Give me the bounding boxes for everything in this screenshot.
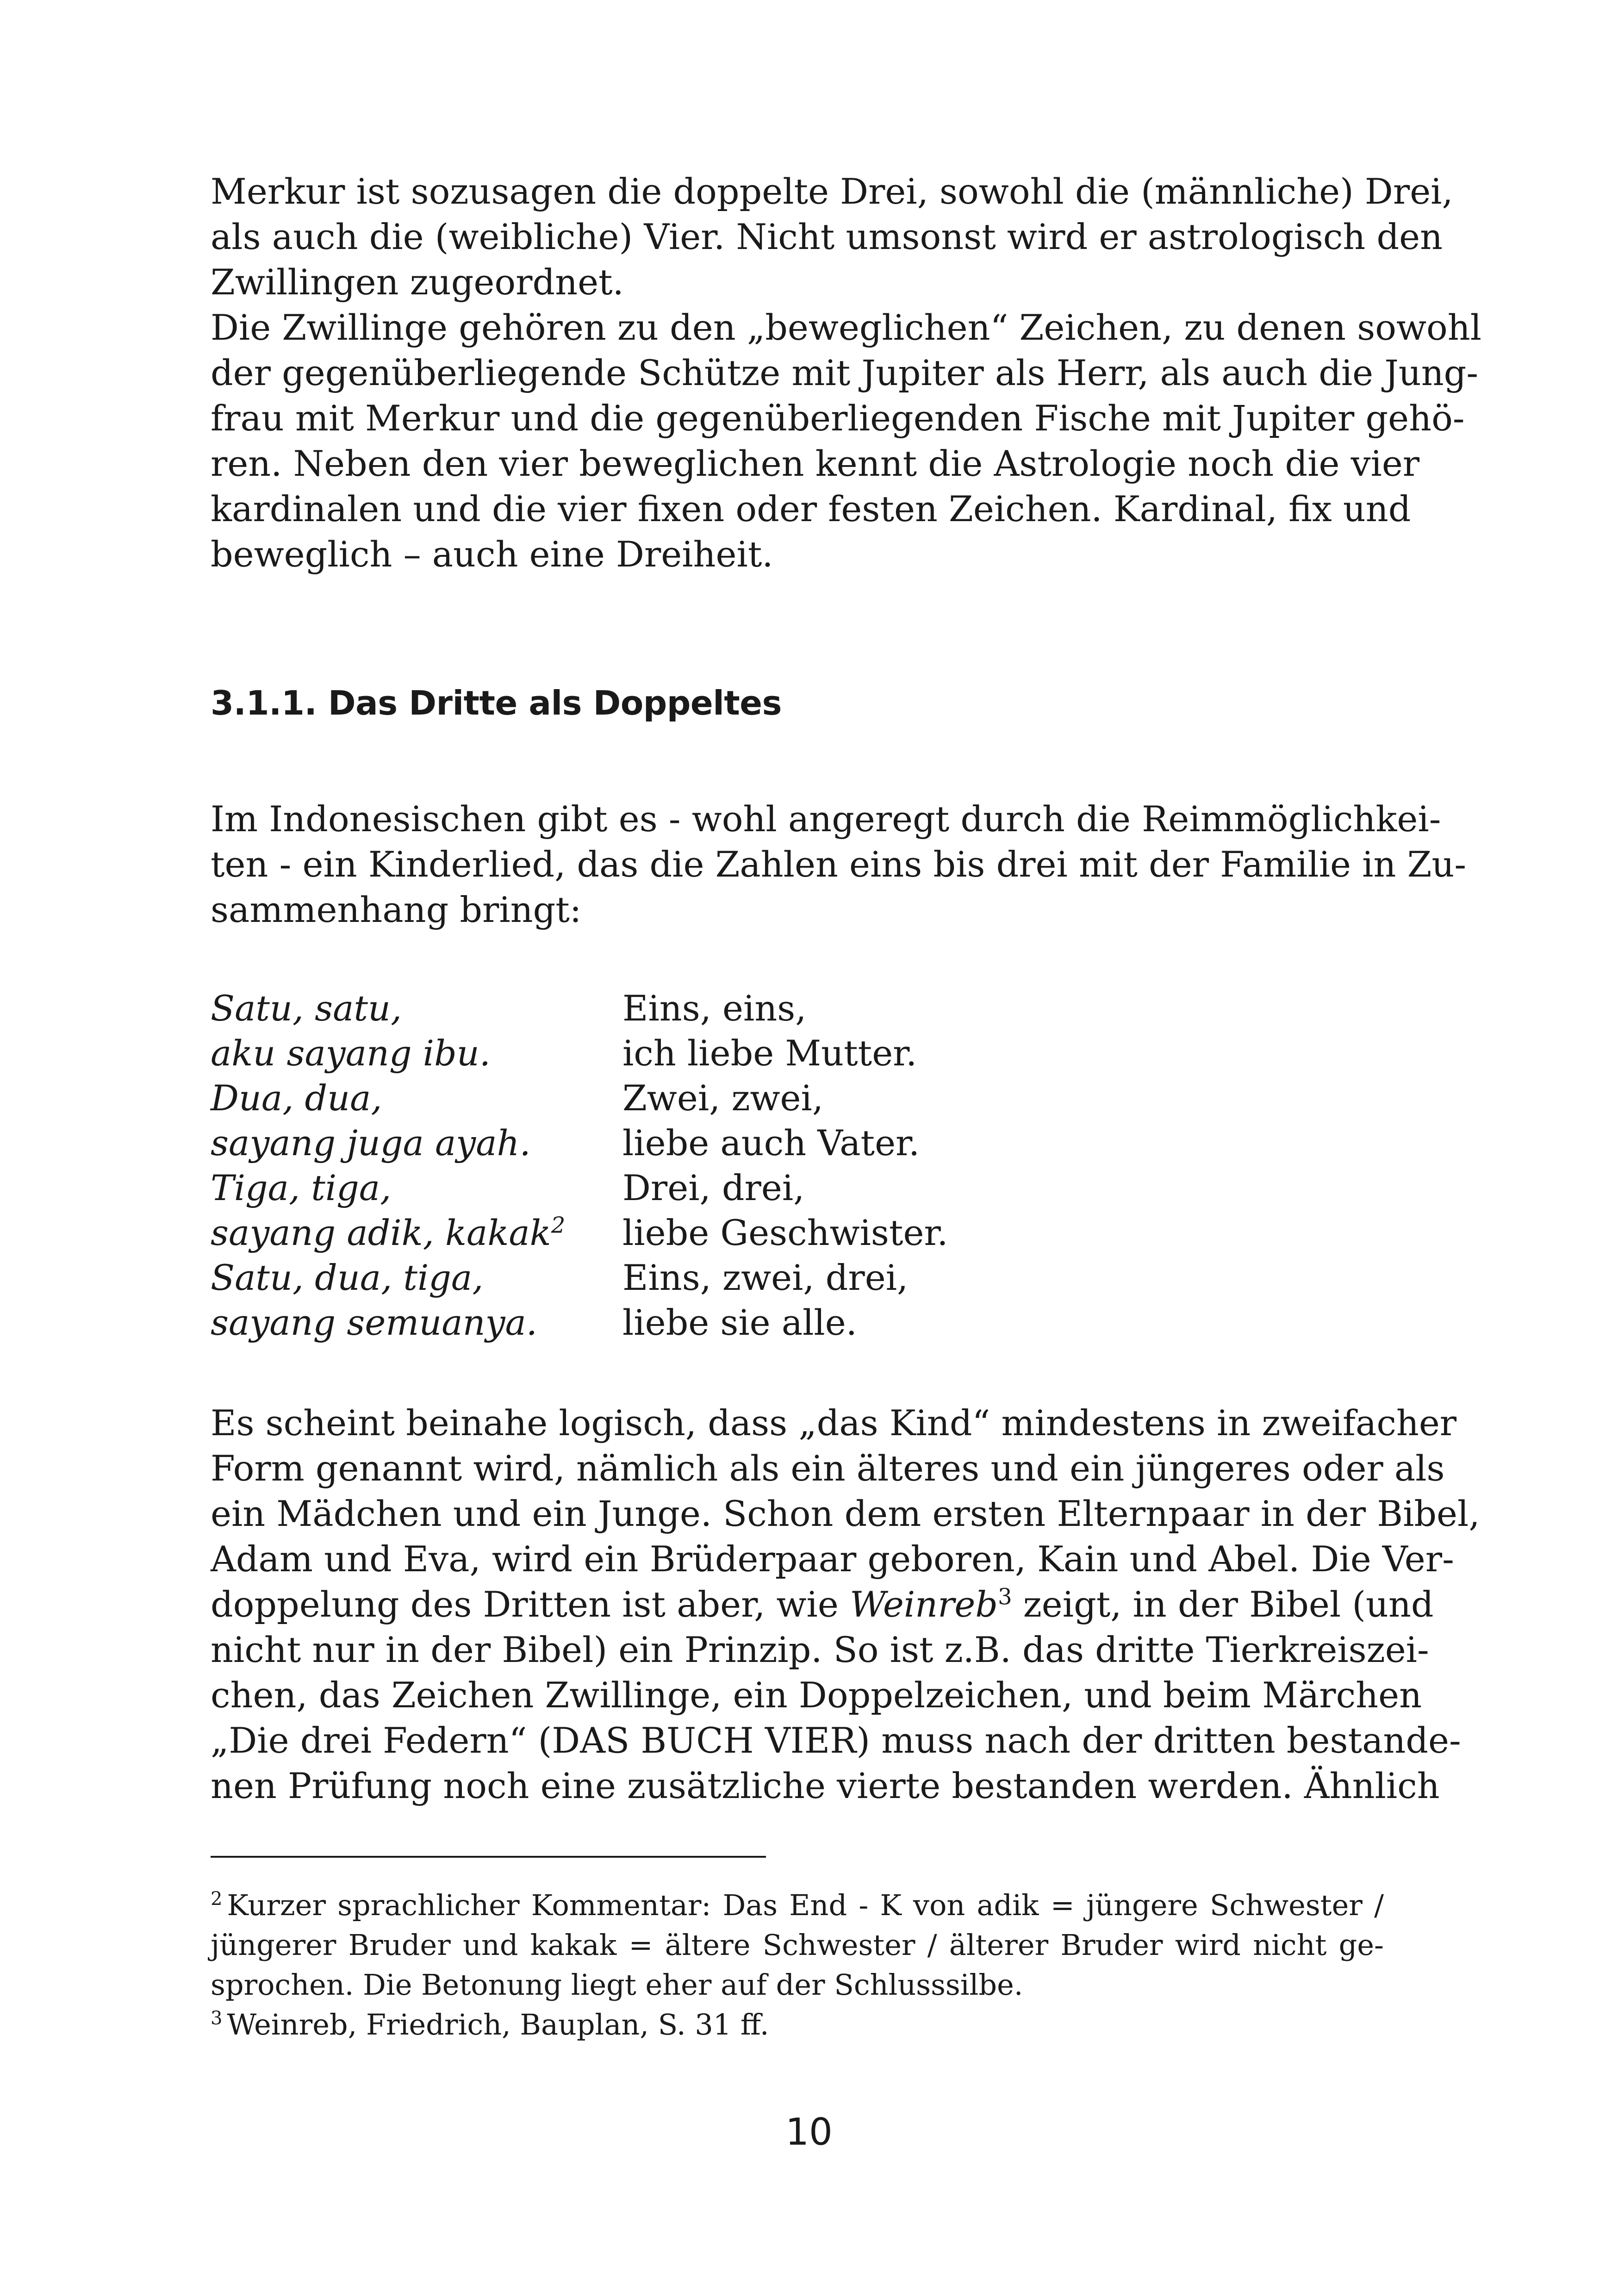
- poem-indonesian-line: sayang juga ayah.: [211, 1122, 531, 1164]
- footnote-line-text: Kurzer sprachlicher Kommentar: Das End - K von adik = jüngere Schwester /: [227, 1888, 1384, 1922]
- poem-german-line: liebe sie alle.: [622, 1302, 857, 1343]
- footnote-line: jüngerer Bruder und kakak = ältere Schwester / älterer Bruder wird nicht ge-: [211, 1928, 1384, 1962]
- footnote-number: 3: [211, 2008, 223, 2029]
- footnote-marker: 2: [551, 1212, 566, 1238]
- poem-indonesian-line: Dua, dua,: [211, 1077, 382, 1119]
- paragraph-merkur: [211, 169, 1453, 305]
- poem-row: [211, 1210, 1384, 1255]
- footnote-line: [211, 2005, 1384, 2045]
- text-line: Zwillingen zugeordnet.: [211, 261, 624, 303]
- poem-row: [211, 1076, 1384, 1120]
- text-line: „Die drei Federn“ (DAS BUCH VIER) muss nach der dritten bestande-: [211, 1720, 1461, 1761]
- poem-row: [211, 1300, 1384, 1345]
- text-line: Die Zwillinge gehören zu den „beweglichen“ Zeichen, zu denen sowohl: [211, 307, 1482, 348]
- poem-german-line: liebe auch Vater.: [622, 1122, 920, 1164]
- text-line: chen, das Zeichen Zwillinge, ein Doppelzeichen, und beim Märchen: [211, 1674, 1422, 1716]
- text-line: kardinalen und die vier fixen oder festen Zeichen. Kardinal, fix und: [211, 488, 1411, 529]
- poem-indonesian-line: [211, 1210, 622, 1255]
- paragraph-zwillinge: [211, 305, 1482, 577]
- poem-row: [211, 1165, 1384, 1210]
- text-line: nicht nur in der Bibel) ein Prinzip. So ist z.B. das dritte Tierkreiszei-: [211, 1629, 1429, 1670]
- poem-indonesian-line: Satu, satu,: [211, 988, 402, 1029]
- paragraph-kind: [211, 1400, 1480, 1809]
- poem-indonesian-line: Tiga, tiga,: [211, 1167, 392, 1208]
- footnote-2: [211, 1885, 1384, 2005]
- text-line: ten - ein Kinderlied, das die Zahlen eins bis drei mit der Familie in Zu-: [211, 844, 1467, 885]
- poem-line-text: sayang adik, kakak: [211, 1212, 551, 1253]
- footnote-marker: 3: [998, 1584, 1012, 1610]
- poem-row: [211, 1031, 1384, 1076]
- text-fragment: zeigt, in der Bibel (und: [1012, 1584, 1434, 1625]
- page-number: 10: [785, 2110, 833, 2153]
- poem-row: [211, 1255, 1384, 1300]
- poem-german-line: Eins, eins,: [622, 988, 807, 1029]
- poem-german-line: liebe Geschwister.: [622, 1212, 948, 1253]
- text-line: Merkur ist sozusagen die doppelte Drei, sowohl die (männliche) Drei,: [211, 171, 1453, 212]
- footnote-number: 2: [211, 1888, 223, 1910]
- footnote-line: [211, 1885, 1384, 1925]
- poem-indonesian-line: aku sayang ibu.: [211, 1033, 491, 1074]
- poem: [211, 986, 1384, 1345]
- footnote-3: [211, 2005, 1384, 2045]
- poem-german-line: ich liebe Mutter.: [622, 1033, 917, 1074]
- text-line: ein Mädchen und ein Junge. Schon dem ersten Elternpaar in der Bibel,: [211, 1493, 1480, 1534]
- text-fragment: doppelung des Dritten ist aber, wie: [211, 1584, 850, 1625]
- poem-indonesian-line: sayang semuanya.: [211, 1302, 537, 1343]
- text-line: als auch die (weibliche) Vier. Nicht umsonst wird er astrologisch den: [211, 216, 1443, 257]
- section-heading: 3.1.1. Das Dritte als Doppeltes: [211, 684, 782, 722]
- poem-german-line: Eins, zwei, drei,: [622, 1257, 909, 1298]
- poem-german-line: Zwei, zwei,: [622, 1077, 823, 1119]
- page-body: [211, 169, 1482, 1809]
- poem-row: [211, 986, 1384, 1031]
- poem-german-line: Drei, drei,: [622, 1167, 805, 1208]
- footnote-divider: [211, 1856, 766, 1858]
- footnotes: [211, 1856, 1384, 2045]
- text-line: nen Prüfung noch eine zusätzliche vierte bestanden werden. Ähnlich: [211, 1765, 1440, 1806]
- text-line: Es scheint beinahe logisch, dass „das Kind“ mindestens in zweifacher: [211, 1402, 1457, 1444]
- text-line: sammenhang bringt:: [211, 889, 582, 930]
- text-line: Im Indonesischen gibt es - wohl angeregt durch die Reimmöglichkei-: [211, 798, 1441, 840]
- poem-row: [211, 1120, 1384, 1165]
- text-line: beweglich – auch eine Dreiheit.: [211, 534, 773, 575]
- text-line: [211, 1582, 1434, 1627]
- text-line: der gegenüberliegende Schütze mit Jupiter als Herr, als auch die Jung-: [211, 352, 1479, 393]
- author-name: Weinreb: [849, 1584, 998, 1625]
- text-line: Form genannt wird, nämlich als ein älteres und ein jüngeres oder als: [211, 1448, 1445, 1489]
- paragraph-indonesisch: [211, 796, 1467, 933]
- poem-indonesian-line: Satu, dua, tiga,: [211, 1257, 484, 1298]
- text-line: frau mit Merkur und die gegenüberliegenden Fische mit Jupiter gehö-: [211, 398, 1465, 439]
- text-line: ren. Neben den vier beweglichen kennt die Astrologie noch die vier: [211, 443, 1420, 484]
- text-line: Adam und Eva, wird ein Brüderpaar geboren, Kain und Abel. Die Ver-: [211, 1538, 1454, 1580]
- footnote-line-text: Weinreb, Friedrich, Bauplan, S. 31 ff.: [227, 2008, 769, 2041]
- footnote-line: sprochen. Die Betonung liegt eher auf der Schlusssilbe.: [211, 1968, 1023, 2002]
